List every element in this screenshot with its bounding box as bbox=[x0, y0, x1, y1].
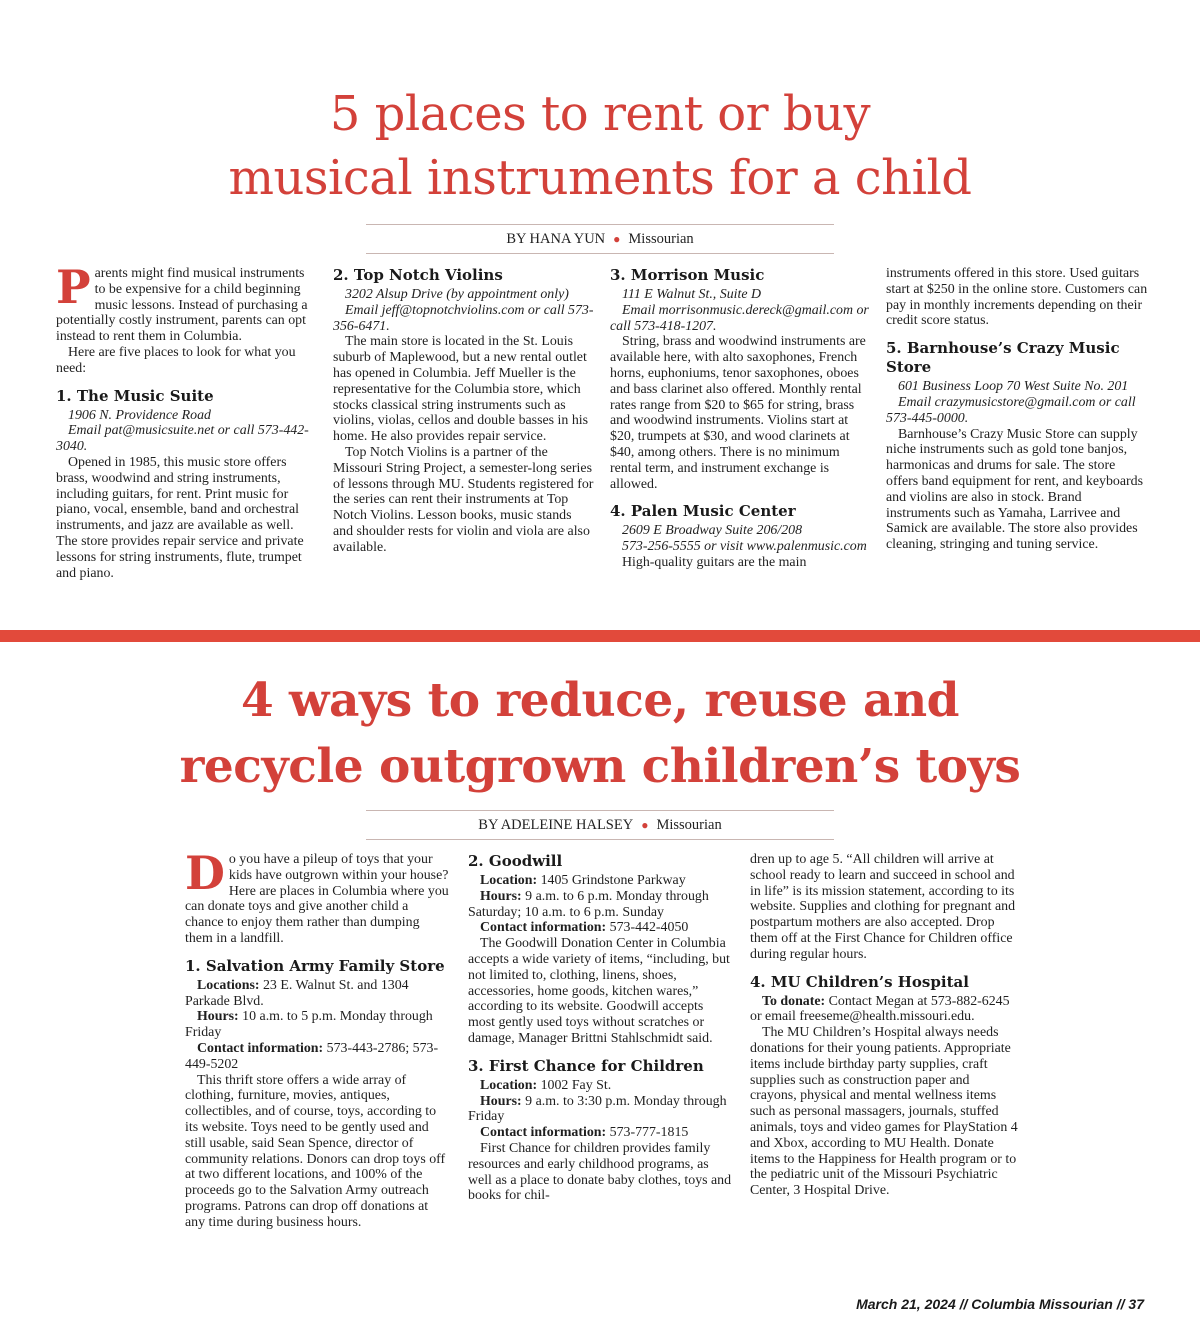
body-paragraph-continued: dren up to age 5. “All children will arrive at school ready to learn and succeed in school and in life” is its mission statement, according to its website. Supplies and clothing for pregnant and postpartum mothers are also accepted. Drop them off at the First Chance for Children office during regular hours. bbox=[750, 852, 1016, 962]
section-title: 2. Goodwill bbox=[468, 852, 563, 870]
address: 601 Business Loop 70 West Suite No. 201 bbox=[898, 379, 1129, 395]
headline-line-1: 5 places to rent or buy bbox=[329, 86, 871, 142]
info-line: Contact information: 573-777-1815 bbox=[480, 1125, 689, 1141]
section-title: 4. Palen Music Center bbox=[610, 502, 796, 521]
byline-publication: Missourian bbox=[656, 817, 722, 833]
article1-column-3 bbox=[610, 266, 872, 571]
section-title: 3. Morrison Music bbox=[610, 266, 765, 284]
body-paragraph: The MU Children’s Hospital always needs donations for their young patients. Appropriate items include birthday party supplies, craft supplies such as construction paper and crayons, physical and mental wellness items such as personal massagers, journals, stuffed animals, toys and video games for PlayStation 4 and Xbox, according to MU Health. Donate items to the Happiness for Health program or to the pediatric unit of the Missouri Psychiatric Center, 3 Hospital Drive. bbox=[750, 1025, 1018, 1199]
section-title: 1. The Music Suite bbox=[56, 386, 214, 405]
section-title: 2. Top Notch Violins bbox=[333, 266, 503, 284]
body-paragraph: Barnhouse’s Crazy Music Store can supply niche instruments such as gold tone banjos, harmonicas and drums for sale. The store offers band equipment for rent, and keyboards and violins are also in stock. Brand instruments such as Yamaha, Larrivee and Samick are available. The store also provides cleaning, stringing and tuning service. bbox=[886, 426, 1144, 553]
body-paragraph: Opened in 1985, this music store offers brass, woodwind and string instruments, including guitars, for rent. Print music for piano, vocal, ensemble, band and orchestral instruments, and jazz are available as well. The store provides repair service and private lessons for string instruments, flute, trumpet and piano. bbox=[56, 454, 304, 581]
article2-column-3 bbox=[750, 852, 1018, 1199]
address: 2609 E Broadway Suite 206/208 bbox=[622, 523, 803, 539]
body-paragraph: Top Notch Violins is a partner of the Missouri String Project, a semester-long series of lessons through MU. Students registered for the series can rent their instruments at Top Notch Violins. Lesson books, music stands and shoulder rests for violin and viola are also available. bbox=[333, 444, 594, 555]
headline-toys bbox=[0, 668, 1200, 800]
info-line: Locations: 23 E. Walnut St. and 1304 Parkade Blvd. bbox=[185, 977, 409, 1009]
article2-column-1 bbox=[185, 846, 449, 1231]
section-title: 1. Salvation Army Family Store bbox=[185, 956, 445, 975]
byline bbox=[366, 810, 834, 840]
intro-paragraph: Do you have a pileup of toys that your kids have outgrown within your house? Here are places in Columbia where you can donate toys and give another child a chance to enjoy them rather than dumping them in a landfill. bbox=[185, 846, 449, 946]
body-paragraph-continued: instruments offered in this store. Used guitars start at $250 in the online store. Customers can pay in monthly increments depending on their credit score status. bbox=[886, 266, 1148, 329]
body-paragraph: High-quality guitars are the main bbox=[622, 554, 807, 570]
info-line: Location: 1002 Fay St. bbox=[480, 1077, 612, 1093]
bullet-icon: ● bbox=[613, 232, 621, 246]
byline bbox=[366, 224, 834, 254]
section-title: 4. MU Children’s Hospital bbox=[750, 972, 969, 991]
body-paragraph: String, brass and woodwind instruments are available here, with alto saxophones, French horns, euphoniums, tenor saxophones, oboes and bass clarinet also offered. Monthly rental rates range from $20 to $65 for string, brass and woodwind instruments. Violins start at $20, trumpets at $30, and wood clarinets at $40, among others. There is no minimum rental term, and instrument exchange is allowed. bbox=[610, 334, 866, 492]
contact-line: Email crazymusicstore@gmail.com or call 573-445-0000. bbox=[886, 394, 1136, 426]
section-title: 5. Barnhouse’s Crazy Music Store bbox=[886, 339, 1120, 377]
address: 3202 Alsup Drive (by appointment only) bbox=[345, 287, 569, 302]
address: 1906 N. Providence Road bbox=[68, 407, 211, 423]
article1-column-1 bbox=[56, 260, 318, 581]
section-title: 3. First Chance for Children bbox=[468, 1056, 704, 1075]
info-line: Location: 1405 Grindstone Parkway bbox=[480, 873, 686, 888]
headline-line-1: 4 ways to reduce, reuse and bbox=[240, 673, 960, 728]
section-divider bbox=[0, 630, 1200, 642]
info-line: Contact information: 573-443-2786; 573-449-5202 bbox=[185, 1040, 439, 1072]
headline-line-2: recycle outgrown children’s toys bbox=[179, 739, 1021, 794]
intro-paragraph: Parents might find musical instruments to be expensive for a child beginning music lessons. Instead of purchasing a potentially costly instrument, parents can opt instead to rent them in Columbia. bbox=[56, 260, 308, 345]
info-line: Contact information: 573-442-4050 bbox=[480, 920, 689, 936]
body-paragraph: This thrift store offers a wide array of clothing, furniture, movies, antiques, collectibles, and of course, toys, according to its website. Toys need to be gently used and still usable, said Sean Spence, director of community relations. Donors can drop toys off at two different locations, and 100% of the proceeds go to the Salvation Army outreach programs. Patrons can drop off donations at any time during business hours. bbox=[185, 1072, 446, 1230]
body-paragraph: First Chance for children provides family resources and early childhood programs, as well as a place to donate baby clothes, toys and books for chil- bbox=[468, 1140, 732, 1204]
address: 111 E Walnut St., Suite D bbox=[622, 287, 762, 302]
info-line: Hours: 9 a.m. to 6 p.m. Monday through Saturday; 10 a.m. to 6 p.m. Sunday bbox=[468, 888, 709, 920]
article2-column-2 bbox=[468, 852, 732, 1204]
info-line: To donate: Contact Megan at 573-882-6245 or email freeseme@health.missouri.edu. bbox=[750, 993, 1010, 1025]
bullet-icon: ● bbox=[641, 818, 649, 832]
contact-line: Email jeff@topnotchviolins.com or call 573-356-6471. bbox=[333, 302, 594, 334]
info-line: Hours: 9 a.m. to 3:30 p.m. Monday through Friday bbox=[468, 1093, 727, 1125]
article1-column-2 bbox=[333, 266, 595, 556]
article1-column-4 bbox=[886, 266, 1148, 553]
intro-paragraph-2: Here are five places to look for what you need: bbox=[56, 344, 296, 376]
byline-author: BY HANA YUN bbox=[506, 231, 606, 247]
drop-cap: D bbox=[185, 846, 225, 900]
body-paragraph: The Goodwill Donation Center in Columbia accepts a wide variety of items, “including, but not limited to, clothing, linens, shoes, accessories, home goods, kitchen wares,” according to its website. Goodwill accepts most gently used toys without scratches or damage, Manager Brittni Stahlschmidt said. bbox=[468, 936, 730, 1046]
headline-line-2: musical instruments for a child bbox=[228, 150, 972, 206]
headline-instruments bbox=[0, 82, 1200, 210]
contact-line: Email morrisonmusic.dereck@gmail.com or call 573-418-1207. bbox=[610, 302, 869, 334]
page-footer: March 21, 2024 // Columbia Missourian // 37 bbox=[856, 1296, 1144, 1312]
contact-line: 573-256-5555 or visit www.palenmusic.com bbox=[622, 539, 867, 555]
drop-cap: P bbox=[56, 260, 91, 314]
byline-author: BY ADELEINE HALSEY bbox=[478, 817, 634, 833]
info-line: Hours: 10 a.m. to 5 p.m. Monday through Friday bbox=[185, 1009, 433, 1041]
contact-line: Email pat@musicsuite.net or call 573-442-3040. bbox=[56, 423, 309, 455]
body-paragraph: The main store is located in the St. Louis suburb of Maplewood, but a new rental outlet has opened in Columbia. Jeff Mueller is the representative for the Columbia store, which stocks classical string instruments such as violins, violas, cellos and double basses in his home. He also provides repair service. bbox=[333, 334, 589, 445]
byline-publication: Missourian bbox=[628, 231, 694, 247]
